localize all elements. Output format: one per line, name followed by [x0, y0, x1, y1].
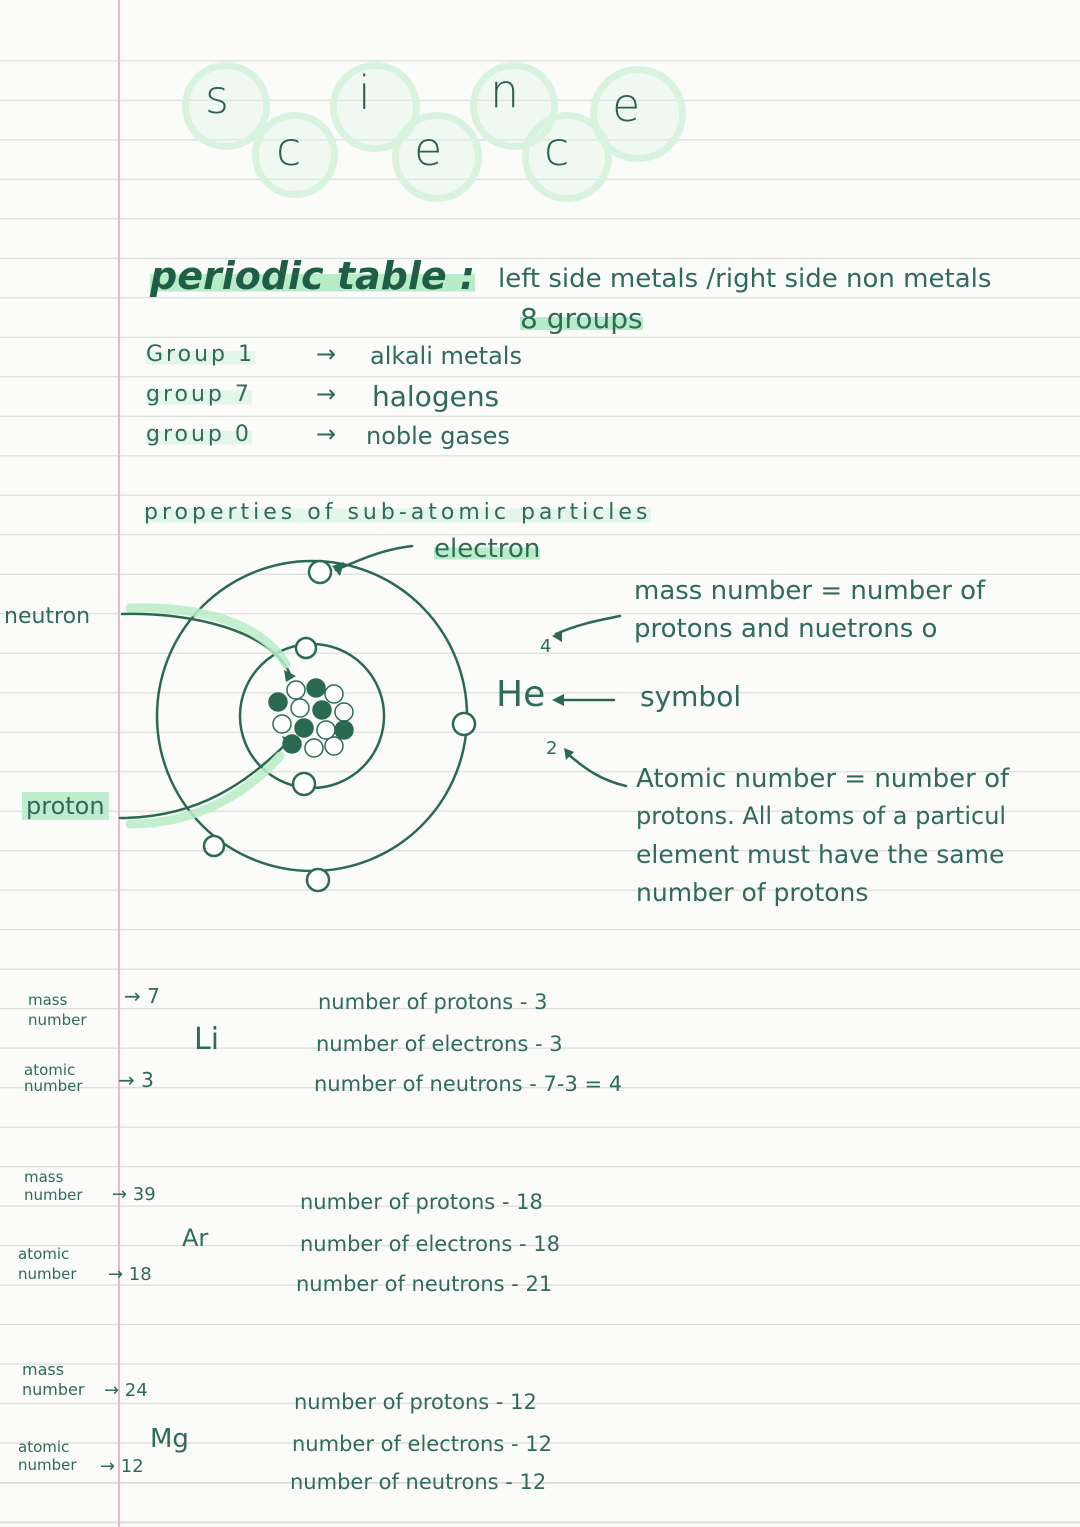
arrow-icon: →	[316, 340, 337, 368]
electron-particle	[453, 713, 475, 735]
mass-number-value: → 39	[112, 1184, 156, 1205]
particle-count: number of electrons - 12	[292, 1432, 552, 1456]
electron-pointer	[336, 546, 412, 570]
atomic-number-note: number of protons	[636, 878, 869, 907]
group-label: Group 1	[146, 342, 255, 367]
atomic-number-label: atomic number	[24, 1061, 83, 1095]
group-name: noble gases	[366, 422, 510, 450]
mass-pointer	[556, 616, 620, 634]
mass-number-label: mass number	[22, 1360, 85, 1399]
atomic-number-value: → 3	[118, 1068, 154, 1092]
atomic-pointer	[568, 754, 626, 786]
group-label: group 7	[146, 382, 252, 407]
neutron-label: neutron	[4, 604, 91, 629]
electron-particle	[309, 561, 331, 583]
title-letter-c: c	[544, 122, 570, 176]
element-symbol: Mg	[150, 1424, 189, 1454]
periodic-note: left side metals /right side non metals	[498, 264, 992, 294]
electron-particle	[204, 836, 224, 856]
particle-count: number of protons - 18	[300, 1190, 543, 1214]
mass-number-value: → 24	[104, 1380, 148, 1401]
title-letter-e: e	[414, 122, 443, 176]
group-label: group 0	[146, 422, 252, 447]
element-symbol: He	[496, 674, 546, 715]
groups-count: 8 groups	[520, 302, 643, 335]
electron-particle	[307, 869, 329, 891]
symbol-label: symbol	[640, 680, 742, 713]
mass-number-value: → 7	[124, 984, 160, 1008]
title-letter-s: s	[205, 70, 229, 124]
mass-number-label: mass number	[24, 1168, 83, 1204]
element-symbol: Ar	[182, 1224, 209, 1252]
particle-count: number of protons - 12	[294, 1390, 537, 1414]
title-letter-c: c	[276, 122, 302, 176]
title-letter-e: e	[612, 78, 641, 132]
outer-shell	[157, 561, 467, 871]
group-name: halogens	[372, 380, 500, 413]
group-name: alkali metals	[370, 342, 522, 370]
nucleus	[269, 679, 353, 757]
electron-label: electron	[434, 534, 541, 564]
particle-count: number of neutrons - 7-3 = 4	[314, 1072, 623, 1096]
atomic-number-label: atomic number	[18, 1438, 77, 1474]
electron-particle	[296, 638, 316, 658]
atomic-subscript: 2	[546, 738, 558, 759]
atomic-number-label: atomic number	[18, 1245, 77, 1283]
title-letter-i: i	[358, 66, 371, 120]
particle-count: number of electrons - 18	[300, 1232, 560, 1256]
proton-label: proton	[22, 792, 109, 820]
mass-number-note	[634, 572, 1034, 648]
atomic-number-value: → 18	[108, 1264, 152, 1285]
mass-number-label: mass number	[28, 991, 87, 1029]
title-letter-n: n	[490, 64, 520, 118]
mass-superscript: 4	[540, 636, 552, 657]
periodic-heading: periodic table :	[150, 254, 476, 298]
atomic-number-value: → 12	[100, 1456, 144, 1477]
subatomic-heading: properties of sub-atomic particles	[144, 500, 652, 525]
atomic-number-note: element must have the same	[636, 840, 1005, 869]
particle-count: number of neutrons - 12	[290, 1470, 547, 1494]
particle-count: number of protons - 3	[318, 990, 548, 1014]
electron-particle	[293, 773, 315, 795]
particle-count: number of electrons - 3	[316, 1032, 563, 1056]
arrow-icon: →	[316, 420, 337, 448]
atomic-number-note: protons. All atoms of a particul	[636, 802, 1007, 830]
mass-number-note-text: mass number = number of protons and nuetrons o	[634, 576, 986, 644]
arrow-icon: →	[316, 380, 337, 408]
particle-count: number of neutrons - 21	[296, 1272, 553, 1296]
element-symbol: Li	[194, 1022, 220, 1057]
atomic-number-note: Atomic number = number of	[636, 764, 1010, 794]
